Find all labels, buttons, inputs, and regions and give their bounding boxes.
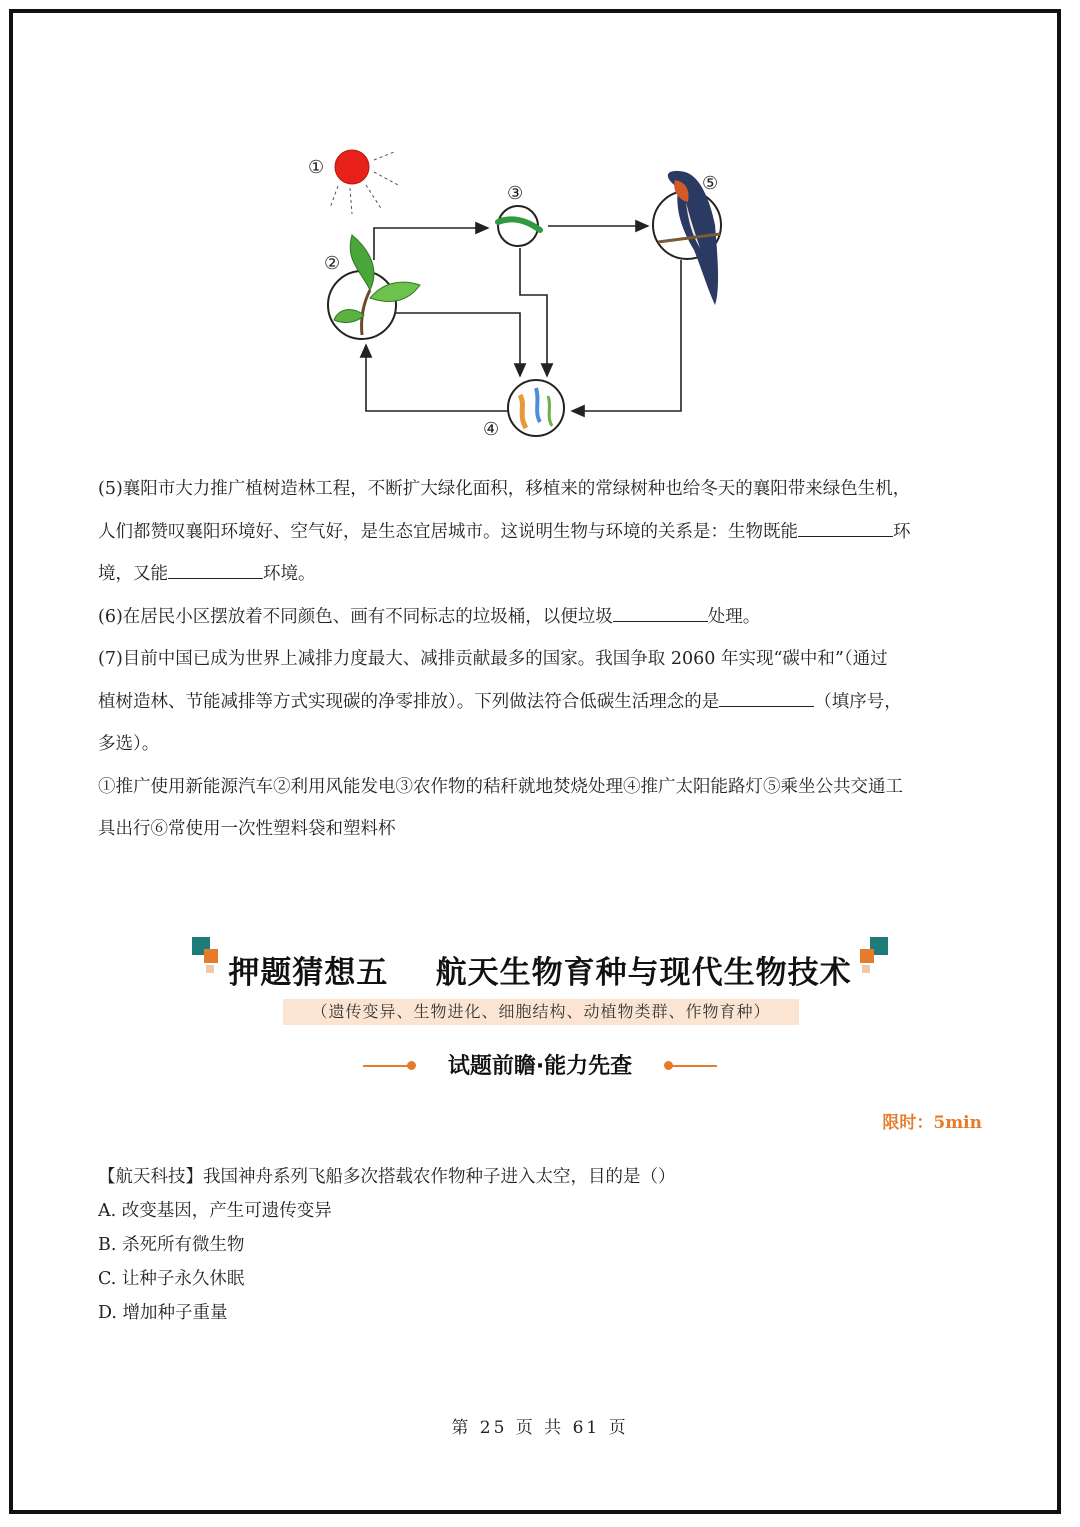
ecosystem-diagram	[290, 130, 750, 450]
option-c[interactable]: C. 让种子永久休眠	[98, 1269, 245, 1289]
q7-line1: (7)目前中国已成为世界上减排力度最大、减排贡献最多的国家。我国争取 2060 年实现“碳中和”（通过	[98, 649, 888, 669]
option-a[interactable]: A. 改变基因，产生可遗传变异	[98, 1201, 332, 1221]
question-stem: 【航天科技】我国神舟系列飞船多次搭载农作物种子进入太空，目的是（）	[98, 1167, 676, 1187]
q7-options-line2: 具出行⑥常使用一次性塑料袋和塑料杯	[98, 819, 396, 839]
question-5-7-block	[98, 468, 978, 851]
banner-title: 试题前瞻·能力先查	[447, 1054, 633, 1079]
section-title: 押题猜想五 航天生物育种与现代生物技术	[228, 955, 852, 991]
diagram-label-2: ②	[324, 253, 341, 274]
q5-line2: 人们都赞叹襄阳环境好、空气好，是生态宜居城市。这说明生物与环境的关系是：生物既能 环	[98, 511, 978, 554]
caterpillar-icon	[498, 206, 540, 246]
answer-blank[interactable]	[719, 688, 814, 707]
q7-line3: 多选）。	[98, 734, 160, 754]
page-footer: 第 25 页 共 61 页	[451, 1418, 629, 1438]
diagram-label-5: ⑤	[702, 173, 719, 194]
q5-line3: 境，又能 环境。	[98, 553, 978, 596]
option-d[interactable]: D. 增加种子重量	[98, 1303, 228, 1323]
q7-options-line1: ①推广使用新能源汽车②利用风能发电③农作物的秸秆就地焚烧处理④推广太阳能路灯⑤乘坐公共交通工	[98, 776, 903, 797]
decomposer-icon	[508, 380, 564, 436]
answer-blank[interactable]	[168, 560, 263, 579]
answer-blank[interactable]	[613, 603, 708, 622]
banner-line	[669, 1065, 717, 1067]
preview-banner	[360, 1045, 720, 1085]
section-subtitle: （遗传变异、生物进化、细胞结构、动植物类群、作物育种）	[283, 999, 799, 1025]
q5-line1: (5)襄阳市大力推广植树造林工程，不断扩大绿化面积，移植来的常绿树种也给冬天的襄阳带来绿色生机，	[98, 479, 911, 499]
sun-icon	[330, 150, 398, 214]
banner-line	[363, 1065, 411, 1067]
time-limit: 限时：5min	[882, 1113, 982, 1133]
q7-line2: 植树造林、节能减排等方式实现碳的净零排放）。下列做法符合低碳生活理念的是 （填序号，	[98, 681, 978, 724]
option-b[interactable]: B. 杀死所有微生物	[98, 1235, 245, 1255]
answer-blank[interactable]	[798, 518, 893, 537]
banner-dot-icon	[407, 1061, 416, 1070]
space-breeding-question	[98, 1160, 978, 1330]
section-title-block	[190, 935, 890, 991]
diagram-label-3: ③	[507, 183, 524, 204]
q6-line: (6)在居民小区摆放着不同颜色、画有不同标志的垃圾桶，以便垃圾 处理。	[98, 596, 978, 639]
diagram-label-1: ①	[308, 157, 325, 178]
diagram-label-4: ④	[483, 419, 500, 440]
